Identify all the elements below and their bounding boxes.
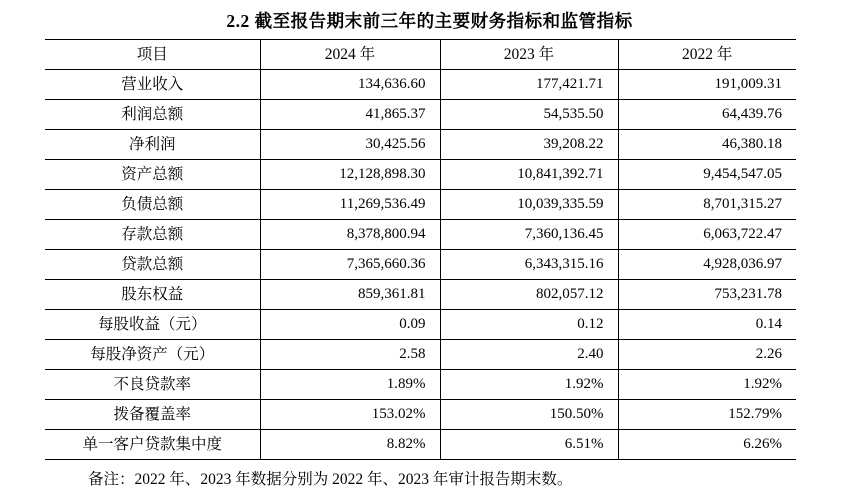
cell-2024: 11,269,536.49 [260, 190, 440, 220]
cell-2024: 0.09 [260, 310, 440, 340]
financial-indicators-table [45, 39, 796, 460]
cell-2022: 8,701,315.27 [618, 190, 796, 220]
row-label: 营业收入 [45, 70, 260, 100]
table-body [45, 70, 796, 460]
cell-2023: 802,057.12 [440, 280, 618, 310]
cell-2023: 0.12 [440, 310, 618, 340]
cell-2022: 46,380.18 [618, 130, 796, 160]
cell-2022: 6.26% [618, 430, 796, 460]
table-row [45, 220, 796, 250]
column-header-2022: 2022 年 [618, 40, 796, 70]
cell-2023: 150.50% [440, 400, 618, 430]
cell-2023: 6,343,315.16 [440, 250, 618, 280]
cell-2023: 7,360,136.45 [440, 220, 618, 250]
cell-2024: 134,636.60 [260, 70, 440, 100]
row-label: 存款总额 [45, 220, 260, 250]
cell-2024: 1.89% [260, 370, 440, 400]
row-label: 净利润 [45, 130, 260, 160]
cell-2024: 12,128,898.30 [260, 160, 440, 190]
row-label: 单一客户贷款集中度 [45, 430, 260, 460]
cell-2022: 4,928,036.97 [618, 250, 796, 280]
page-title: 2.2 截至报告期末前三年的主要财务指标和监管指标 [226, 11, 633, 31]
table-row [45, 190, 796, 220]
cell-2022: 0.14 [618, 310, 796, 340]
table-row [45, 370, 796, 400]
table-row [45, 160, 796, 190]
table-row [45, 430, 796, 460]
table-header-row [45, 40, 796, 70]
row-label: 不良贷款率 [45, 370, 260, 400]
cell-2022: 2.26 [618, 340, 796, 370]
cell-2023: 1.92% [440, 370, 618, 400]
cell-2024: 7,365,660.36 [260, 250, 440, 280]
column-header-2024: 2024 年 [260, 40, 440, 70]
table-note: 备注：2022 年、2023 年数据分别为 2022 年、2023 年审计报告期末数。 [88, 471, 573, 488]
cell-2024: 2.58 [260, 340, 440, 370]
cell-2022: 9,454,547.05 [618, 160, 796, 190]
row-label: 利润总额 [45, 100, 260, 130]
document-page [0, 8, 841, 496]
cell-2024: 30,425.56 [260, 130, 440, 160]
row-label: 贷款总额 [45, 250, 260, 280]
cell-2023: 6.51% [440, 430, 618, 460]
column-header-item: 项目 [45, 40, 260, 70]
table-row [45, 310, 796, 340]
row-label: 每股收益（元） [45, 310, 260, 340]
row-label: 每股净资产（元） [45, 340, 260, 370]
table-row [45, 100, 796, 130]
cell-2023: 54,535.50 [440, 100, 618, 130]
column-header-2023: 2023 年 [440, 40, 618, 70]
cell-2023: 39,208.22 [440, 130, 618, 160]
row-label: 拨备覆盖率 [45, 400, 260, 430]
row-label: 资产总额 [45, 160, 260, 190]
cell-2022: 1.92% [618, 370, 796, 400]
row-label: 股东权益 [45, 280, 260, 310]
cell-2023: 2.40 [440, 340, 618, 370]
table-row [45, 400, 796, 430]
table-row [45, 250, 796, 280]
table-row [45, 130, 796, 160]
table-row [45, 340, 796, 370]
cell-2022: 6,063,722.47 [618, 220, 796, 250]
financial-table-container [0, 39, 841, 460]
cell-2024: 8.82% [260, 430, 440, 460]
cell-2024: 153.02% [260, 400, 440, 430]
cell-2023: 10,039,335.59 [440, 190, 618, 220]
row-label: 负债总额 [45, 190, 260, 220]
table-row [45, 280, 796, 310]
cell-2022: 152.79% [618, 400, 796, 430]
cell-2022: 64,439.76 [618, 100, 796, 130]
table-header [45, 40, 796, 70]
cell-2024: 41,865.37 [260, 100, 440, 130]
cell-2023: 177,421.71 [440, 70, 618, 100]
cell-2024: 859,361.81 [260, 280, 440, 310]
cell-2024: 8,378,800.94 [260, 220, 440, 250]
cell-2022: 753,231.78 [618, 280, 796, 310]
table-row [45, 70, 796, 100]
cell-2022: 191,009.31 [618, 70, 796, 100]
cell-2023: 10,841,392.71 [440, 160, 618, 190]
